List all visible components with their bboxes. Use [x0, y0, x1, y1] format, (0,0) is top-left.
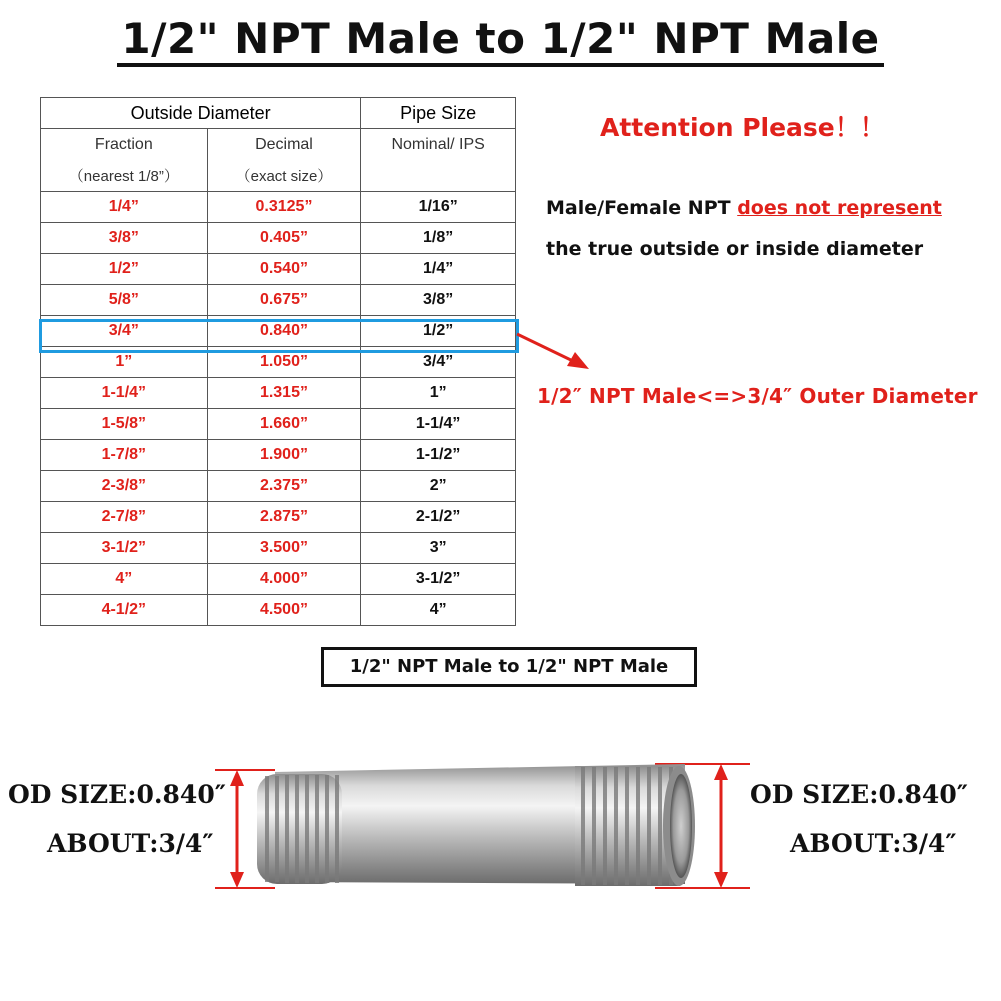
pipe-nipple-image	[215, 750, 755, 895]
cell-fraction: 3/8”	[41, 223, 208, 254]
cell-size: 1-1/2”	[361, 440, 516, 471]
cell-decimal: 0.675”	[207, 285, 361, 316]
subheader-decimal-note: （exact size）	[207, 160, 361, 192]
table-row	[41, 192, 516, 223]
cell-decimal: 1.315”	[207, 378, 361, 409]
cell-fraction: 3-1/2”	[41, 533, 208, 564]
cell-size: 3”	[361, 533, 516, 564]
subheader-nominal: Nominal/ IPS	[361, 129, 516, 161]
cell-decimal: 2.875”	[207, 502, 361, 533]
table-row	[41, 471, 516, 502]
table-row	[41, 502, 516, 533]
od-size-right: OD SIZE:0.840″	[750, 780, 968, 809]
cell-size: 3-1/2”	[361, 564, 516, 595]
cell-size: 1-1/4”	[361, 409, 516, 440]
header-pipe-size: Pipe Size	[361, 98, 516, 129]
cell-fraction: 4”	[41, 564, 208, 595]
cell-fraction: 1-7/8”	[41, 440, 208, 471]
note-line-1-emphasis: does not represent	[737, 197, 942, 219]
cell-fraction: 1-1/4”	[41, 378, 208, 409]
table-row	[41, 254, 516, 285]
cell-decimal: 3.500”	[207, 533, 361, 564]
subheader-fraction: Fraction	[41, 129, 208, 161]
table-row	[41, 440, 516, 471]
cell-fraction: 2-7/8”	[41, 502, 208, 533]
note-line-1	[546, 197, 942, 219]
attention-text: Attention Please！！	[600, 113, 885, 142]
note-line-1-prefix: Male/Female NPT	[546, 197, 738, 219]
subheader-empty	[361, 160, 516, 192]
cell-decimal: 0.840”	[207, 316, 361, 347]
cell-decimal: 2.375”	[207, 471, 361, 502]
cell-size: 1/8”	[361, 223, 516, 254]
cell-size: 2”	[361, 471, 516, 502]
cell-fraction: 1-5/8”	[41, 409, 208, 440]
cell-decimal: 4.500”	[207, 595, 361, 626]
cell-fraction: 2-3/8”	[41, 471, 208, 502]
cell-decimal: 0.405”	[207, 223, 361, 254]
pipe-size-table	[40, 97, 516, 626]
cell-fraction: 5/8”	[41, 285, 208, 316]
cell-decimal: 4.000”	[207, 564, 361, 595]
callout-arrow-icon	[515, 330, 595, 380]
page-title	[0, 14, 1001, 63]
table-row	[41, 285, 516, 316]
table-row	[41, 564, 516, 595]
table-row	[41, 595, 516, 626]
cell-fraction: 1/2”	[41, 254, 208, 285]
od-about-left: ABOUT:3/4″	[47, 829, 214, 858]
cell-fraction: 1”	[41, 347, 208, 378]
cell-decimal: 0.540”	[207, 254, 361, 285]
cell-fraction: 4-1/2”	[41, 595, 208, 626]
cell-decimal: 1.050”	[207, 347, 361, 378]
product-label-box: 1/2" NPT Male to 1/2" NPT Male	[321, 647, 697, 687]
cell-size: 1/4”	[361, 254, 516, 285]
subheader-fraction-note: （nearest 1/8”）	[41, 160, 208, 192]
table-subheader-row	[41, 129, 516, 161]
table-row	[41, 378, 516, 409]
table-row	[41, 223, 516, 254]
cell-size: 2-1/2”	[361, 502, 516, 533]
cell-fraction: 1/4”	[41, 192, 208, 223]
cell-decimal: 1.660”	[207, 409, 361, 440]
highlight-row-box	[39, 319, 519, 353]
table-subheader-row-2	[41, 160, 516, 192]
cell-decimal: 1.900”	[207, 440, 361, 471]
table-row	[41, 533, 516, 564]
od-size-left: OD SIZE:0.840″	[8, 780, 226, 809]
subheader-decimal: Decimal	[207, 129, 361, 161]
cell-decimal: 0.3125”	[207, 192, 361, 223]
callout-text: 1/2″ NPT Male<=>3/4″ Outer Diameter	[537, 384, 978, 408]
table-header-row	[41, 98, 516, 129]
cell-fraction: 3/4”	[41, 316, 208, 347]
header-outside-diameter: Outside Diameter	[41, 98, 361, 129]
cell-size: 1”	[361, 378, 516, 409]
cell-size: 3/4”	[361, 347, 516, 378]
od-about-right: ABOUT:3/4″	[790, 829, 957, 858]
cell-size: 4”	[361, 595, 516, 626]
page-title-text: 1/2" NPT Male to 1/2" NPT Male	[117, 14, 883, 67]
cell-size: 1/16”	[361, 192, 516, 223]
cell-size: 3/8”	[361, 285, 516, 316]
table-row	[41, 409, 516, 440]
cell-size: 1/2”	[361, 316, 516, 347]
note-line-2: the true outside or inside diameter	[546, 238, 924, 260]
